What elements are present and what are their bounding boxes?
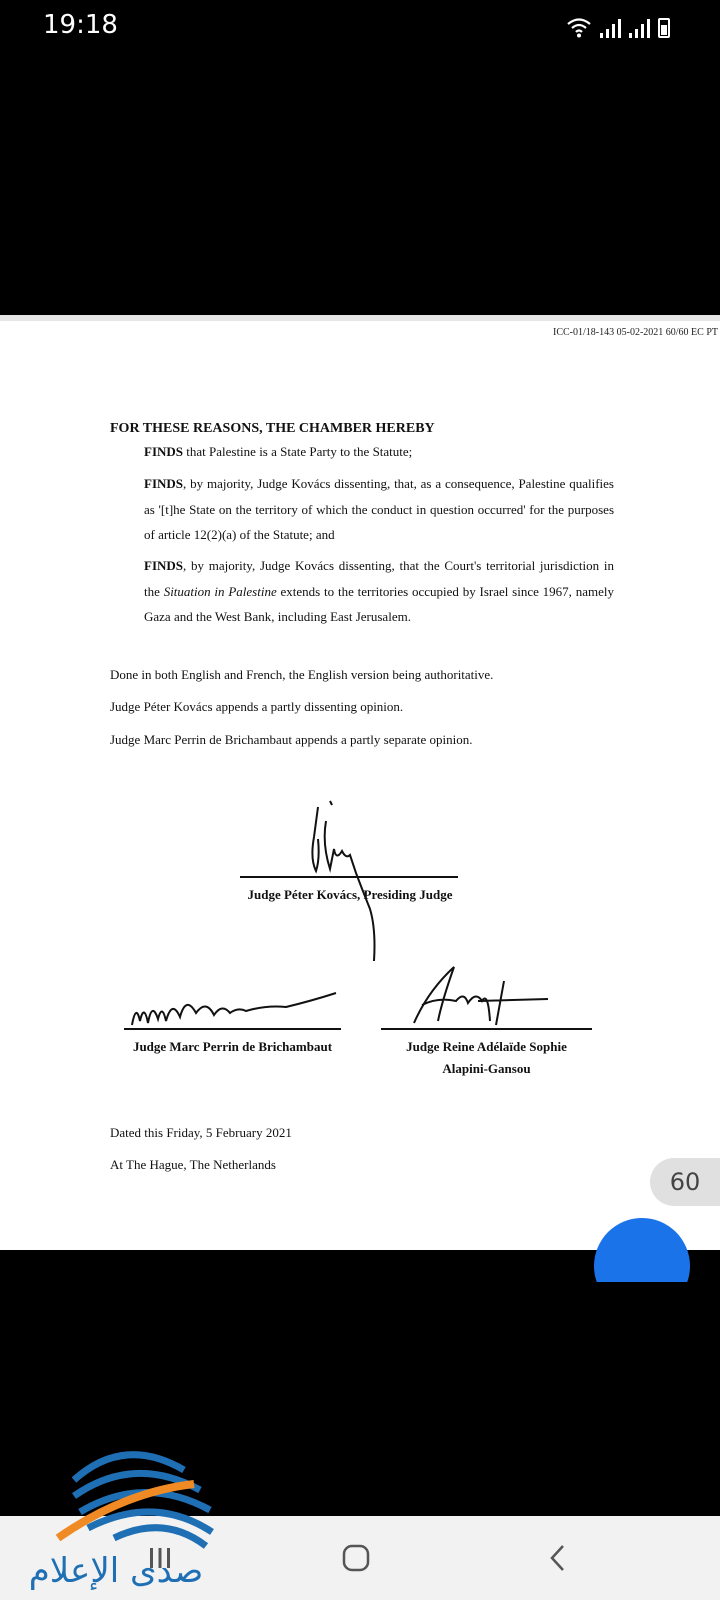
signature-line-right [381, 1028, 592, 1030]
signal-icon [629, 18, 650, 38]
signature-alapini [408, 961, 558, 1031]
status-icons [566, 14, 670, 38]
situation-name: Situation in Palestine [163, 583, 277, 599]
status-time: 19:18 [43, 10, 118, 40]
finding-text: that Palestine is a State Party to the Statute; [183, 444, 413, 459]
signatory-right [376, 1039, 597, 1077]
document-page[interactable] [0, 321, 720, 1250]
finding-text: , by majority, Judge Kovács dissenting, that the Court's territorial jurisdiction in the [144, 558, 614, 599]
finding-keyword: FINDS [144, 444, 184, 459]
page-number-badge[interactable]: 60 [650, 1158, 720, 1206]
back-button[interactable] [498, 1516, 618, 1600]
floating-action-button[interactable] [594, 1218, 690, 1282]
signature-line-presiding [240, 876, 458, 878]
finding-2 [144, 471, 614, 548]
finding-text: , by majority, Judge Kovács dissenting, that, as a consequence, Palestine qualifies as '[t]he State on the territory of which the conduct in question occurred' for the purposes of article 12(2)(a) of the Statute; and [144, 476, 614, 542]
signatory-presiding: Judge Péter Kovács, Presiding Judge [247, 887, 453, 902]
status-bar [0, 0, 720, 54]
document-heading: FOR THESE REASONS, THE CHAMBER HEREBY [110, 421, 435, 436]
statement-perrin: Judge Marc Perrin de Brichambaut appends a partly separate opinion. [110, 732, 473, 747]
home-icon [341, 1543, 371, 1573]
watermark-logo [14, 1440, 224, 1590]
finding-keyword: FINDS [144, 476, 184, 491]
finding-text: extends to the territories occupied by Israel since 1967, namely Gaza and the West Bank, including East Jerusalem. [144, 583, 614, 624]
home-button[interactable] [296, 1516, 416, 1600]
statement-language: Done in both English and French, the English version being authoritative. [110, 667, 494, 682]
signature-kovacs [290, 799, 400, 964]
wifi-icon [566, 16, 592, 38]
document-reference: ICC-01/18-143 05-02-2021 60/60 EC PT [553, 327, 718, 338]
dated-line: Dated this Friday, 5 February 2021 [110, 1125, 292, 1140]
watermark-text: صدى الإعلام [28, 1551, 204, 1590]
statement-kovacs: Judge Péter Kovács appends a partly dissenting opinion. [110, 699, 404, 714]
back-icon [546, 1543, 570, 1573]
battery-icon [658, 18, 670, 38]
finding-1 [144, 439, 614, 465]
signatory-right-line1: Judge Reine Adélaïde Sophie [406, 1039, 567, 1054]
signatory-right-line2: Alapini-Gansou [442, 1061, 531, 1076]
signatory-left: Judge Marc Perrin de Brichambaut [132, 1039, 333, 1054]
finding-3 [144, 553, 614, 630]
signature-perrin [126, 973, 341, 1033]
finding-keyword: FINDS [144, 558, 184, 573]
signature-line-left [124, 1028, 341, 1030]
place-line: At The Hague, The Netherlands [110, 1157, 276, 1172]
signal-icon [600, 18, 621, 38]
